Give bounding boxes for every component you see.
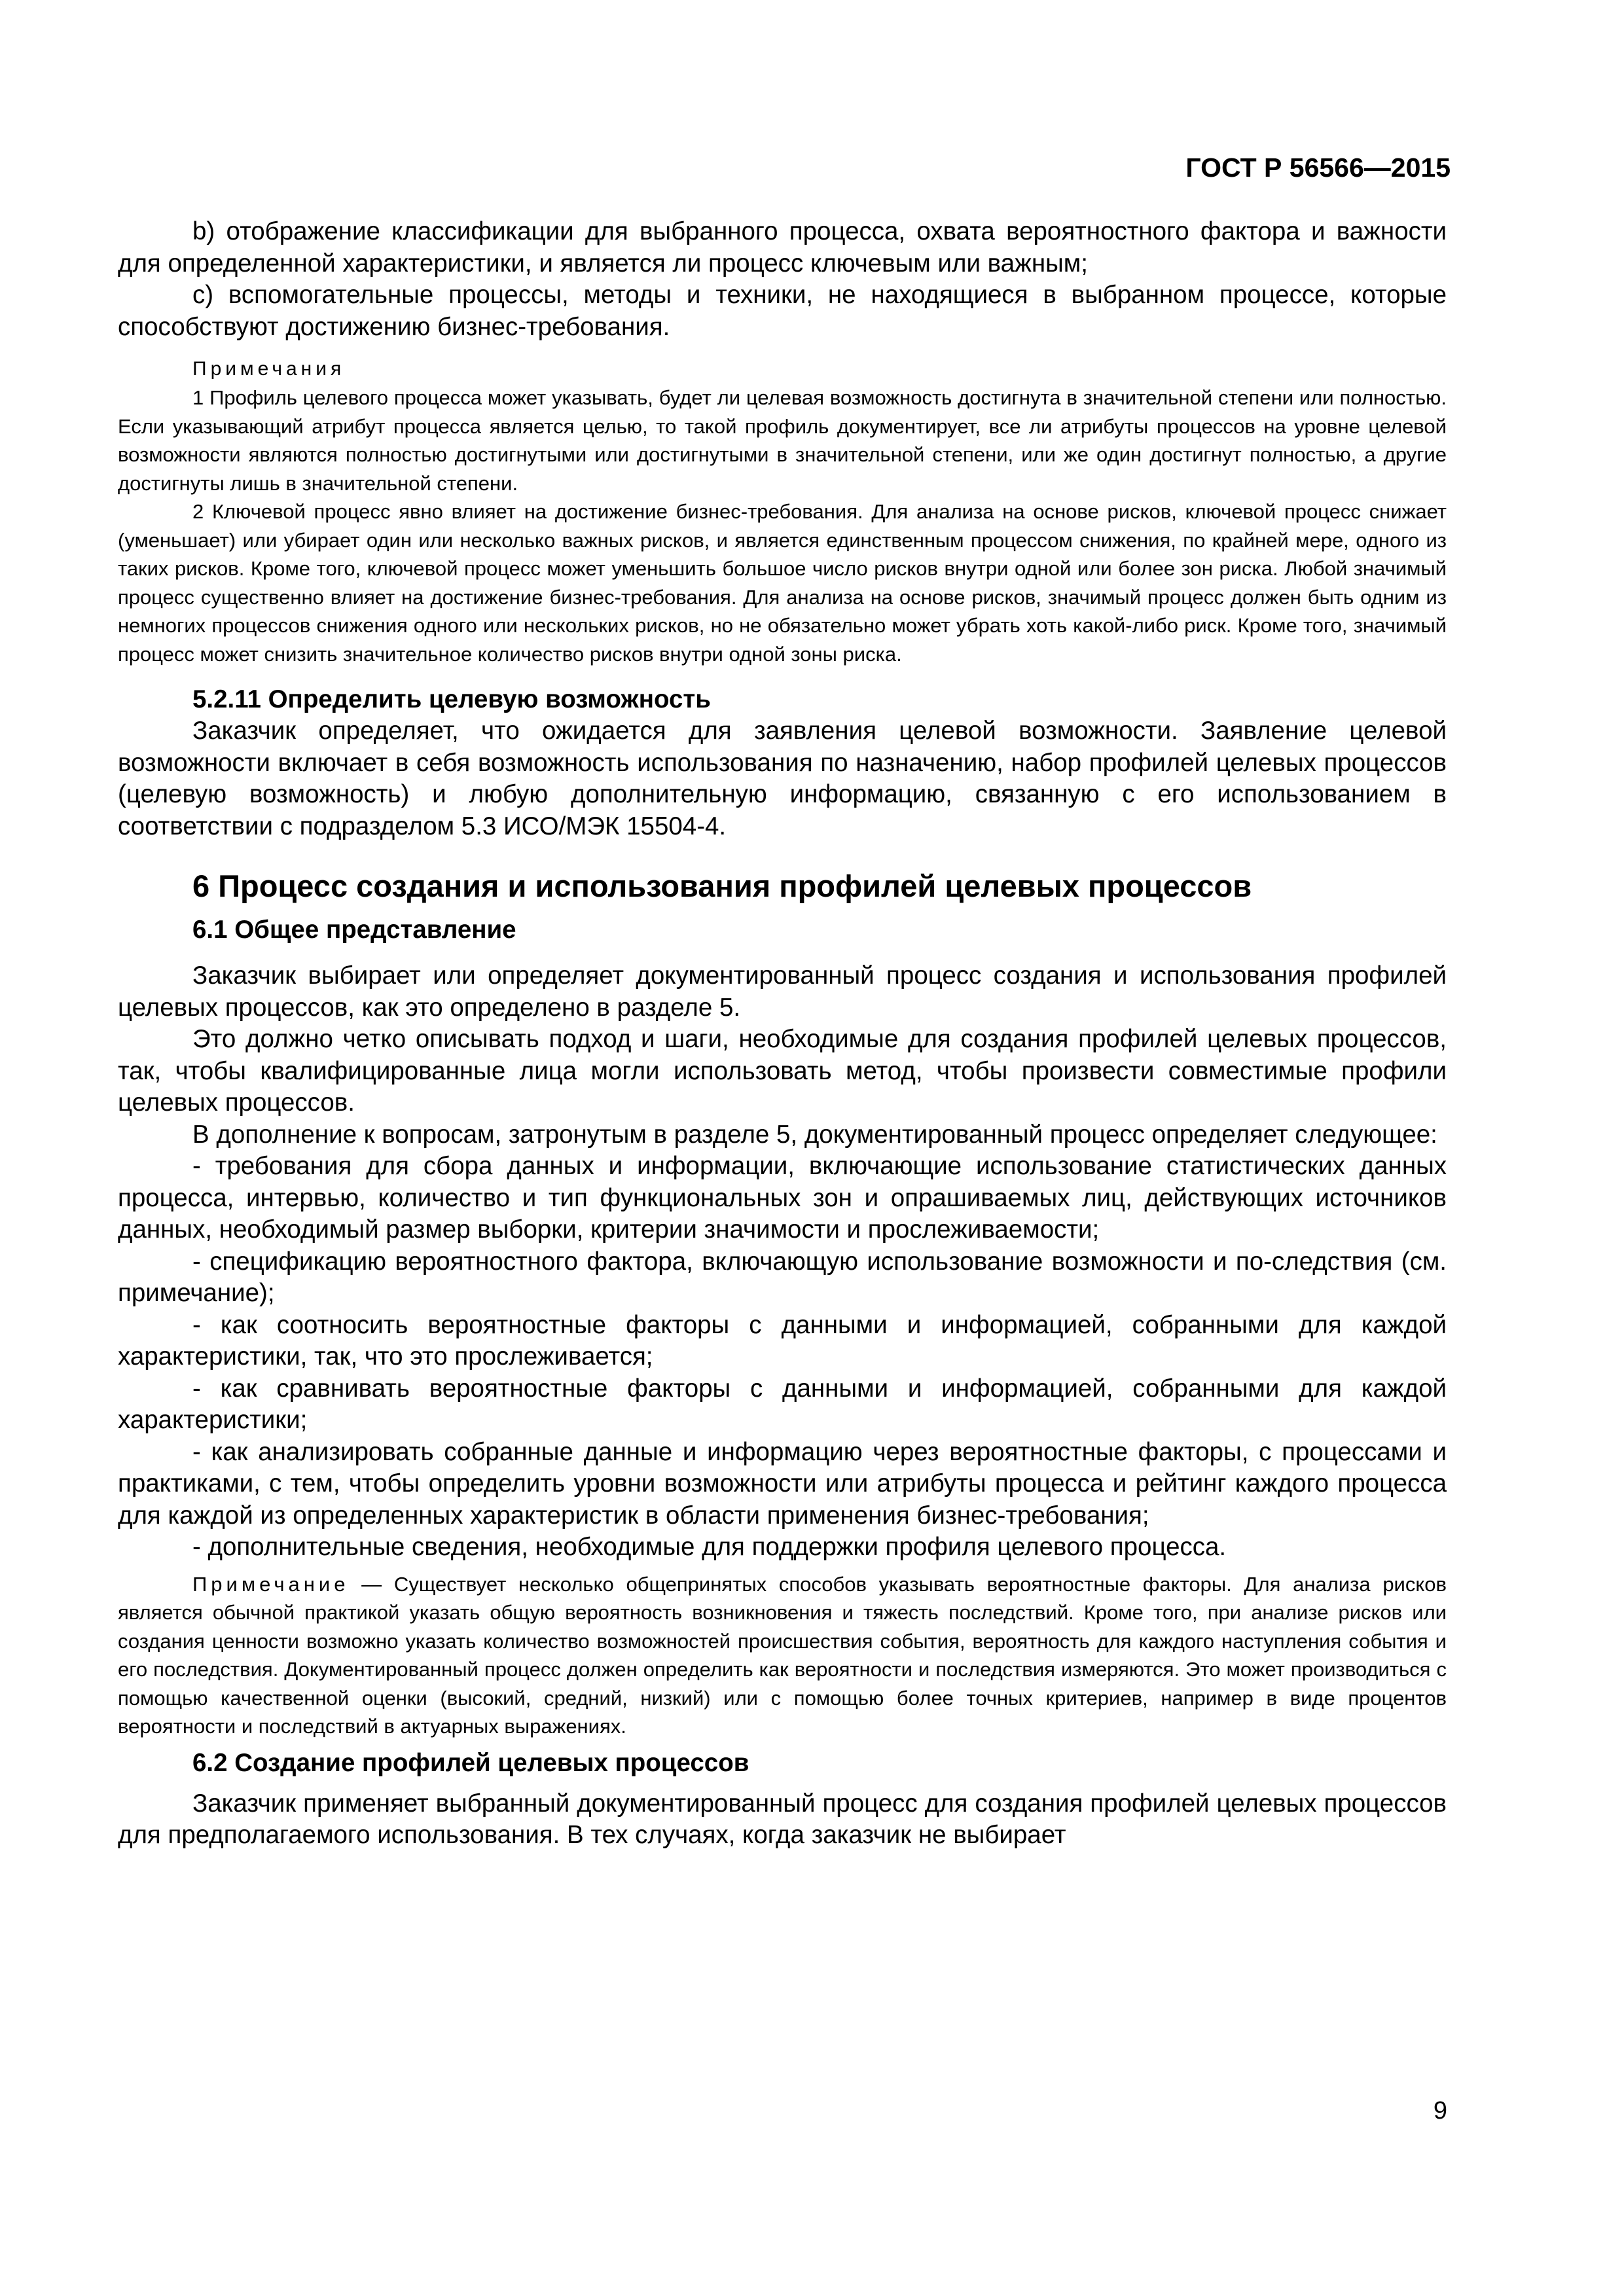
section-6-1-paragraph-2: Это должно четко описывать подход и шаги, необходимые для создания профилей целевых процессов, так, чтобы квалифицированные лица могли использовать метод, чтобы произвести совместимые профили целевых процессов. <box>118 1025 1447 1117</box>
note-text: — Существует несколько общепринятых способов указывать вероятностные факторы. Для анализа рисков является обычной практикой указать общую вероятность возникновения и тяжесть последствий. Кроме того, при анализе рисков или создания ценности возможно указать количество возможностей происшествия события, вероятность для каждого наступления события и его последствия. Документированный процесс должен определить как вероятности и последствия измеряются. Это может производиться с помощью качественной оценки (высокий, средний, низкий) или с помощью более точных критериев, например в виде процентов вероятности и последствий в актуарных выражениях. <box>118 1572 1447 1738</box>
section-6-1-paragraph-1: Заказчик выбирает или определяет документированный процесс создания и использования профилей целевых процессов, как это определено в разделе 5. <box>118 961 1447 1022</box>
list-item-b: b) отображение классификации для выбранного процесса, охвата вероятностного фактора и важности для определенной характеристики, и является ли процесс ключевым или важным; <box>118 217 1447 278</box>
requirement-list-item: - как соотносить вероятностные факторы с данными и информацией, собранными для каждой характеристики, так, что это прослеживается; <box>118 1310 1447 1371</box>
section-6-1-paragraph-3: В дополнение к вопросам, затронутым в разделе 5, документированный процесс определяет следующее: <box>192 1120 1437 1149</box>
note-label: Примечание <box>192 1572 350 1596</box>
section-6-1-note <box>118 1570 1447 1741</box>
requirement-list-item: - как сравнивать вероятностные факторы с данными и информацией, собранными для каждой характеристики; <box>118 1374 1447 1434</box>
section-6-1-heading: 6.1 Общее представление <box>192 916 516 944</box>
section-6-2-paragraph-1: Заказчик применяет выбранный документированный процесс для создания профилей целевых процессов для предполагаемого использования. В тех случаях, когда заказчик не выбирает <box>118 1789 1447 1849</box>
section-5-2-11-heading: 5.2.11 Определить целевую возможность <box>192 685 711 713</box>
section-6-heading: 6 Процесс создания и использования профилей целевых процессов <box>192 869 1252 903</box>
section-6-2-heading: 6.2 Создание профилей целевых процессов <box>192 1748 749 1777</box>
note-2: 2 Ключевой процесс явно влияет на достижение бизнес-требования. Для анализа на основе рисков, ключевой процесс снижает (уменьшает) или убирает один или несколько важных рисков, и является единственным процессом снижения, по крайней мере, одного из таких рисков. Кроме того, ключевой процесс может уменьшить большое число рисков внутри одной или более зон риска. Любой значимый процесс существенно влияет на достижение бизнес-требования. Для анализа на основе рисков, значимый процесс должен быть одним из немногих процессов снижения одного или нескольких рисков, но не обязательно может убрать хоть какой-либо риск. Кроме того, значимый процесс может снизить значительное количество рисков внутри одной зоны риска. <box>118 500 1447 666</box>
section-5-2-11-text: Заказчик определяет, что ожидается для заявления целевой возможности. Заявление целевой возможности включает в себя возможность использования по назначению, набор профилей целевых процессов (целевую возможность) и любую дополнительную информацию, связанную с его использованием в соответствии с подразделом 5.3 ИСО/МЭК 15504-4. <box>118 717 1447 840</box>
list-item-c: c) вспомогательные процессы, методы и техники, не находящиеся в выбранном процессе, которые способствуют достижению бизнес-требования. <box>118 281 1447 341</box>
note-1: 1 Профиль целевого процесса может указывать, будет ли целевая возможность достигнута в значительной степени или полностью. Если указывающий атрибут процесса является целью, то такой профиль документирует, все ли атрибуты процессов на уровне целевой возможности являются полностью достигнутыми или достигнутыми в значительной степени, или же один достигнут полностью, а другие достигнуты лишь в значительной степени. <box>118 386 1447 495</box>
standard-code-header: ГОСТ Р 56566—2015 <box>1185 152 1451 183</box>
requirement-list-item: - дополнительные сведения, необходимые для поддержки профиля целевого процесса. <box>192 1533 1227 1561</box>
page-number: 9 <box>1433 2097 1447 2125</box>
notes-title: Примечания <box>192 358 346 380</box>
requirement-list-item: - требования для сбора данных и информации, включающие использование статистических данных процесса, интервью, количество и тип функциональных зон и опрашиваемых лиц, действующих источников данных, необходимый размер выборки, критерии значимости и прослеживаемости; <box>118 1152 1447 1244</box>
requirement-list-item: - как анализировать собранные данные и информацию через вероятностные факторы, с процессами и практиками, с тем, чтобы определить уровни возможности или атрибуты процесса и рейтинг каждого процесса для каждой из определенных характеристик в области применения бизнес-требования; <box>118 1437 1447 1530</box>
page-content <box>118 216 1447 1852</box>
requirement-list-item: - спецификацию вероятностного фактора, включающую использование возможности и по-следствия (см. примечание); <box>118 1247 1447 1307</box>
